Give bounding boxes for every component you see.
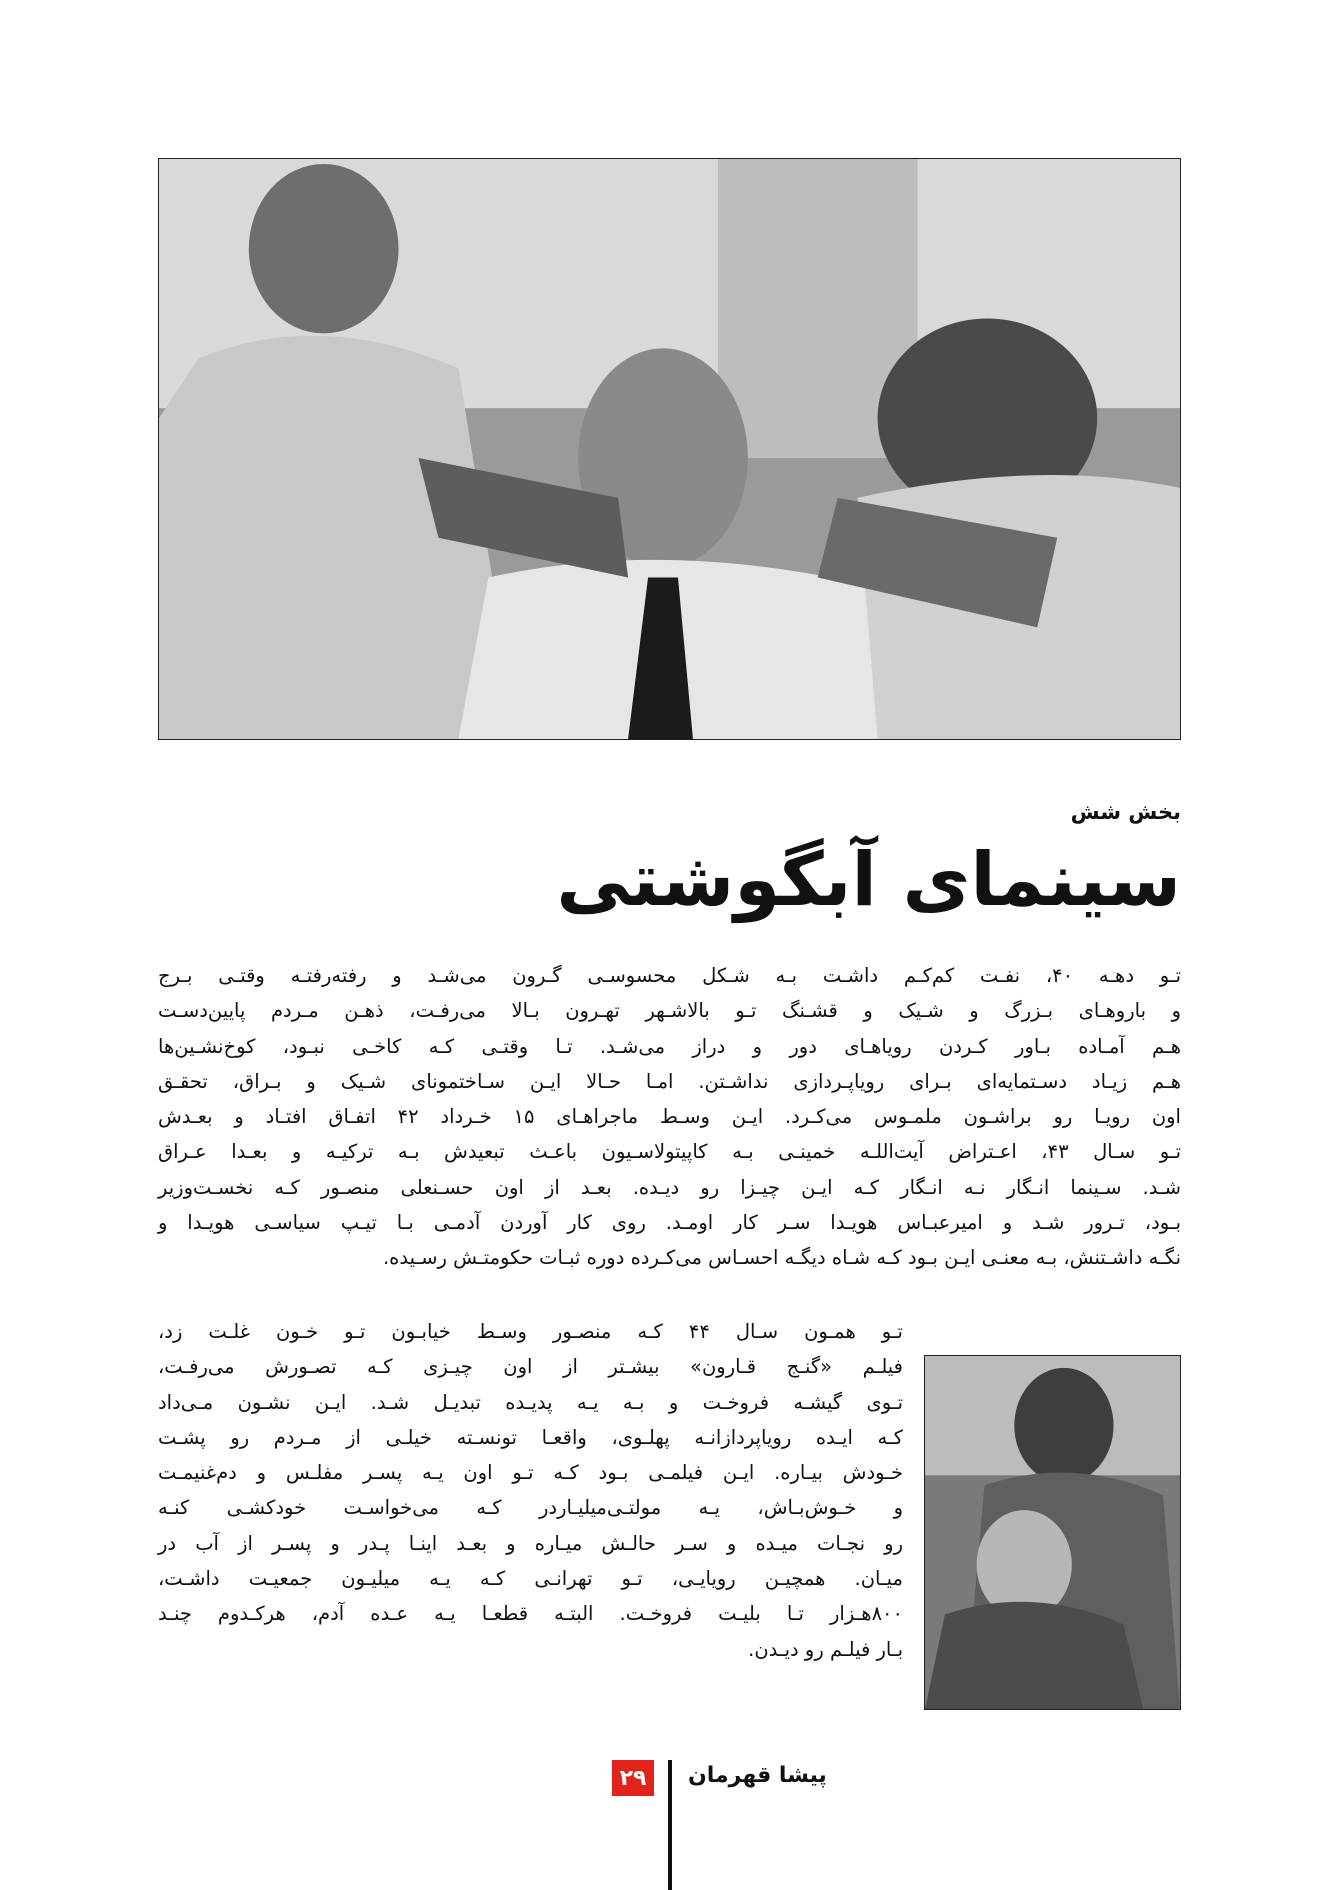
- text-line: تـو سـال ۴۳، اعـتراض آیت‌اللـه خمینـی بـه کاپیتولاسـیون باعـث تبعیدش بـه ترکیـه و بعـدا عـراق: [158, 1140, 1181, 1164]
- text-line: میـان. همچیـن رویایـی، تـو تهرانـی کـه یـه میلیـون جمعیـت داشـت،: [158, 1567, 903, 1591]
- footer-divider: [668, 1760, 672, 1890]
- text-line: تـو دهـه ۴۰، نفـت کم‌کـم داشـت بـه شـکل محسوسـی گـرون می‌شـد و رفته‌رفتـه وقتـی بـرج: [158, 964, 1181, 987]
- text-line: نگـه داشـتنش، بـه معنـی ایـن بـود کـه شـاه دیگـه احسـاس می‌کـرده دوره ثبـات حکومتـش رسـیده.: [382, 1246, 1181, 1270]
- text-line: هـم زیـاد دسـتمایه‌ای بـرای رویاپـردازی نداشـتن. امـا حـالا ایـن سـاختمونای شـیک و بـراق، تحقـق: [158, 1069, 1181, 1093]
- page-number: ۲۹: [612, 1760, 654, 1796]
- text-line: اون رویـا رو براشـون ملمـوس می‌کـرد. ایـن وسـط ماجراهـای ۱۵ خـرداد ۴۲ اتفـاق افتـاد و بعـدش: [158, 1105, 1181, 1129]
- inset-illustration: [925, 1356, 1180, 1709]
- text-line: خـودش بیـاره. ایـن فیلمـی بـود کـه تـو اون یـه پسـر مفلـس و دم‌غنیمـت: [158, 1461, 903, 1485]
- text-line: و باروهـای بـزرگ و شـیک و قشـنگ تـو بالاشـهر تهـرون بـالا می‌رفـت، ذهـن مـردم پایین‌دسـت: [158, 999, 1181, 1023]
- side-paragraph: [158, 1314, 903, 1667]
- film-still-photo: [158, 158, 1181, 740]
- text-line: بـود، تـرور شـد و امیرعبـاس هویـدا سـر کار اومـد. روی کار آوردن آدمـی بـا تیـپ سیاسـی هویـدا و: [158, 1211, 1181, 1235]
- section-label: بخش شش: [1070, 800, 1181, 824]
- article-title: سینمای آبگوشتی: [556, 837, 1181, 923]
- text-line: رو نجـات میـده و سـر حالـش میـاره و بعـد اینـا پـدر و پسـر از آب در: [158, 1531, 903, 1555]
- text-line: تـوی گیشـه فروخـت و بـه یـه پدیـده تبدیـل شـد. ایـن نشـون مـی‌داد: [158, 1390, 903, 1414]
- film-still-illustration: [159, 159, 1180, 739]
- text-line: تـو همـون سـال ۴۴ کـه منصـور وسـط خیابـون تـو خـون غلـت زد،: [158, 1320, 903, 1343]
- text-line: بـار فیلـم رو دیـدن.: [748, 1637, 903, 1661]
- text-line: و خـوش‌بـاش، یـه مولتـی‌میلیـاردر کـه می‌خواسـت خودکشـی کنـه: [158, 1496, 903, 1520]
- text-line: فیلـم «گنـج قـارون» بیشـتر از اون چیـزی کـه تصـورش می‌رفـت،: [158, 1355, 903, 1379]
- intro-paragraph: [158, 958, 1181, 1276]
- text-line: هـم آمـاده بـاور کـردن رویاهـای دور و دراز می‌شـد. تـا وقتـی کـه کاخـی نبـود، کوخ‌نشـین‌ها: [158, 1034, 1181, 1058]
- text-line: ۸۰۰هـزار تـا بلیـت فروخـت. البتـه قطعـا یـه عـده آدم، هرکـدوم چنـد: [158, 1602, 903, 1626]
- inset-film-photo: [924, 1355, 1181, 1710]
- magazine-name: پیشا قهرمان: [688, 1763, 827, 1788]
- text-line: شـد. سـینما انـگار نـه انـگار کـه ایـن چیـزا رو دیـده. بعـد از اون حسـنعلی منصـور کـه نخسـت‌وزیر: [158, 1175, 1181, 1199]
- text-line: کـه ایـده رویاپردازانـه پهلـوی، واقعـا تونسـته خیلـی از مـردم رو پشـت: [158, 1425, 903, 1449]
